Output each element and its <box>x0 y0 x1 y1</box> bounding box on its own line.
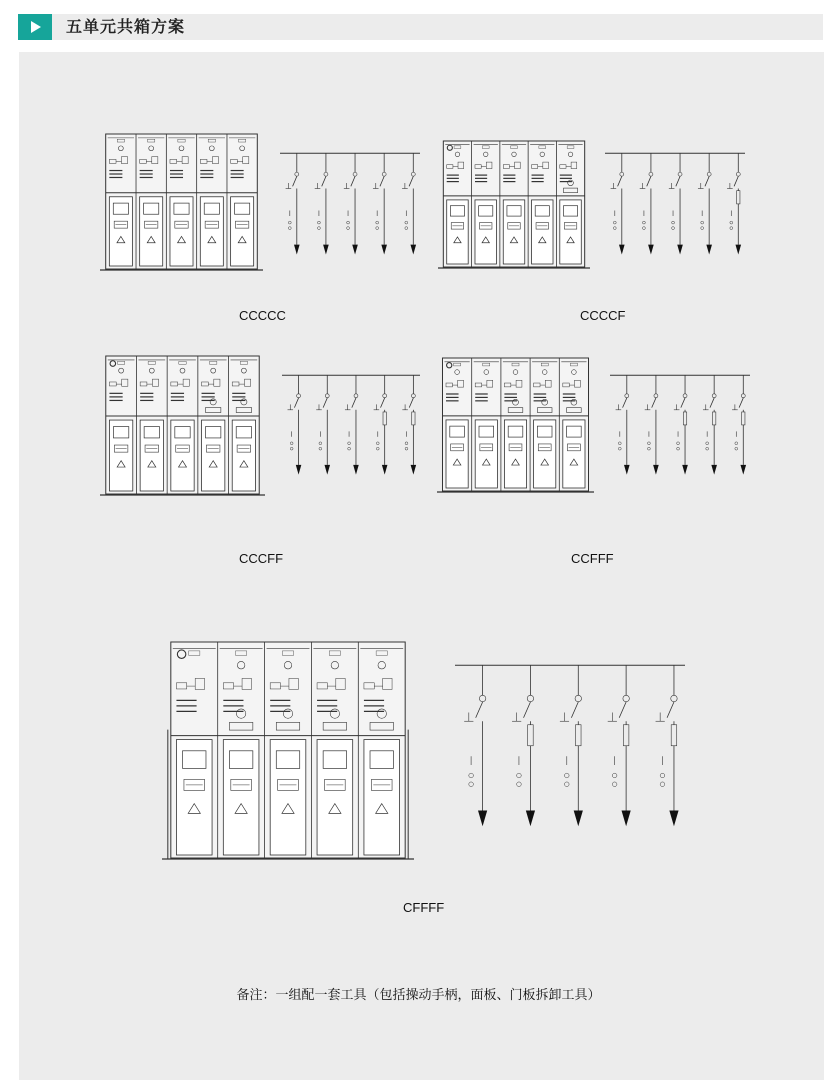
indicator-lamp-icon <box>517 782 522 787</box>
cabinet-elevation-ccfff <box>437 357 594 494</box>
indicator-lamp-icon <box>318 227 321 230</box>
indicator-lamp-icon <box>469 773 474 778</box>
fuse-symbol <box>412 412 415 425</box>
indicator-lamp-icon <box>730 227 733 230</box>
switch-blade <box>619 702 626 718</box>
disconnector-contact <box>295 172 299 176</box>
lower-door <box>270 740 306 855</box>
lower-door <box>176 740 212 855</box>
disconnector-contact <box>411 172 415 176</box>
switch-blade <box>352 398 356 408</box>
indicator-lamp-icon <box>319 447 322 450</box>
single-line-diagram-cccff <box>282 372 420 480</box>
lower-door <box>560 200 581 264</box>
lower-door <box>532 200 553 264</box>
disconnector-contact <box>382 172 386 176</box>
scheme-label: CFFFF <box>403 900 445 915</box>
scheme-label: CCCCC <box>239 308 286 323</box>
switch-blade <box>734 176 738 186</box>
fuse-symbol <box>671 725 677 746</box>
switch-blade <box>623 398 627 408</box>
disconnector-contact <box>411 394 415 398</box>
disconnector-contact <box>671 695 677 701</box>
switch-blade <box>647 176 651 186</box>
single-line-diagram-ccccc <box>280 150 420 260</box>
indicator-lamp-icon <box>405 442 408 445</box>
lower-door <box>317 740 353 855</box>
lower-door <box>475 200 496 264</box>
disconnector-contact <box>353 172 357 176</box>
switch-blade <box>409 176 413 186</box>
indicator-lamp-icon <box>612 782 617 787</box>
switch-blade <box>571 702 578 718</box>
lower-door <box>447 200 468 264</box>
cable-outgoing-arrow <box>706 245 712 255</box>
disconnector-contact <box>741 394 745 398</box>
switch-blade <box>409 398 413 408</box>
cabinet-elevation-cccc <box>100 133 263 272</box>
disconnector-contact <box>654 394 658 398</box>
indicator-lamp-icon <box>672 221 675 224</box>
single-line-diagram-ccccf <box>605 150 745 260</box>
disconnector-contact <box>527 695 533 701</box>
single-line-diagram-ccfff <box>610 372 750 480</box>
cable-outgoing-arrow <box>574 811 583 827</box>
switch-blade <box>323 398 327 408</box>
cable-outgoing-arrow <box>411 465 417 475</box>
cable-outgoing-arrow <box>653 465 659 475</box>
indicator-lamp-icon <box>701 221 704 224</box>
cabinet-elevation-cccff <box>100 355 265 497</box>
indicator-lamp-icon <box>677 447 680 450</box>
switch-blade <box>294 398 298 408</box>
indicator-lamp-icon <box>730 221 733 224</box>
cable-outgoing-arrow <box>323 245 329 255</box>
indicator-lamp-icon <box>672 227 675 230</box>
cable-outgoing-arrow <box>682 465 688 475</box>
switch-blade <box>293 176 297 186</box>
cable-outgoing-arrow <box>677 245 683 255</box>
single-line-diagram-cffff <box>455 660 685 835</box>
cabinet-elevation-ccccf <box>438 140 590 270</box>
lower-door <box>475 420 497 488</box>
fuse-symbol <box>576 725 582 746</box>
footnote: 备注：一组配一套工具（包括操动手柄，面板、门板拆卸工具） <box>236 988 601 1003</box>
cable-outgoing-arrow <box>624 465 630 475</box>
fuse-symbol <box>683 412 686 425</box>
fuse-symbol <box>528 725 534 746</box>
scheme-label: CCCCF <box>580 308 626 323</box>
cable-outgoing-arrow <box>353 465 359 475</box>
indicator-lamp-icon <box>348 447 351 450</box>
indicator-lamp-icon <box>376 442 379 445</box>
indicator-lamp-icon <box>405 227 408 230</box>
indicator-lamp-icon <box>564 782 569 787</box>
indicator-lamp-icon <box>347 221 350 224</box>
indicator-lamp-icon <box>319 442 322 445</box>
indicator-lamp-icon <box>517 773 522 778</box>
indicator-lamp-icon <box>618 442 621 445</box>
disconnector-contact <box>736 172 740 176</box>
indicator-lamp-icon <box>288 227 291 230</box>
indicator-lamp-icon <box>613 227 616 230</box>
lower-door <box>534 420 556 488</box>
cable-outgoing-arrow <box>622 811 631 827</box>
indicator-lamp-icon <box>613 221 616 224</box>
indicator-lamp-icon <box>290 442 293 445</box>
switch-blade <box>710 398 714 408</box>
lower-door <box>563 420 585 488</box>
switch-blade <box>380 176 384 186</box>
indicator-lamp-icon <box>618 447 621 450</box>
play-triangle-icon <box>18 14 52 40</box>
cable-outgoing-arrow <box>352 245 358 255</box>
cable-outgoing-arrow <box>325 465 331 475</box>
cable-outgoing-arrow <box>410 245 416 255</box>
fuse-symbol <box>712 412 715 425</box>
disconnector-contact <box>297 394 301 398</box>
disconnector-contact <box>649 172 653 176</box>
switch-blade <box>524 702 531 718</box>
lower-door <box>231 197 254 266</box>
disconnector-contact <box>575 695 581 701</box>
indicator-lamp-icon <box>677 442 680 445</box>
indicator-lamp-icon <box>564 773 569 778</box>
cabinet-elevation-cffff <box>162 641 414 861</box>
disconnector-contact <box>712 394 716 398</box>
lower-door <box>504 420 526 488</box>
lower-door <box>223 740 259 855</box>
disconnector-contact <box>354 394 358 398</box>
switch-blade <box>618 176 622 186</box>
lower-door <box>232 420 255 491</box>
switch-blade <box>681 398 685 408</box>
switch-blade <box>351 176 355 186</box>
switch-blade <box>739 398 743 408</box>
indicator-lamp-icon <box>648 447 651 450</box>
switch-blade <box>476 702 483 718</box>
fuse-symbol <box>742 412 745 425</box>
cable-outgoing-arrow <box>669 811 678 827</box>
disconnector-contact <box>683 394 687 398</box>
indicator-lamp-icon <box>643 227 646 230</box>
indicator-lamp-icon <box>643 221 646 224</box>
indicator-lamp-icon <box>701 227 704 230</box>
cable-outgoing-arrow <box>619 245 625 255</box>
switch-blade <box>705 176 709 186</box>
indicator-lamp-icon <box>318 221 321 224</box>
cable-outgoing-arrow <box>381 245 387 255</box>
indicator-lamp-icon <box>660 773 665 778</box>
fuse-symbol <box>737 191 740 204</box>
indicator-lamp-icon <box>290 447 293 450</box>
cable-outgoing-arrow <box>526 811 535 827</box>
cable-outgoing-arrow <box>648 245 654 255</box>
indicator-lamp-icon <box>376 447 379 450</box>
lower-door <box>170 197 193 266</box>
indicator-lamp-icon <box>405 221 408 224</box>
indicator-lamp-icon <box>405 447 408 450</box>
switch-blade <box>676 176 680 186</box>
cable-outgoing-arrow <box>711 465 717 475</box>
cable-outgoing-arrow <box>294 245 300 255</box>
disconnector-contact <box>383 394 387 398</box>
indicator-lamp-icon <box>735 447 738 450</box>
cable-outgoing-arrow <box>478 811 487 827</box>
lower-door <box>503 200 524 264</box>
lower-door <box>109 197 132 266</box>
lower-door <box>140 197 163 266</box>
indicator-lamp-icon <box>612 773 617 778</box>
indicator-lamp-icon <box>660 782 665 787</box>
switch-blade <box>667 702 674 718</box>
section-title: 五单元共箱方案 <box>66 17 186 36</box>
indicator-lamp-icon <box>648 442 651 445</box>
lower-door <box>140 420 163 491</box>
cable-outgoing-arrow <box>740 465 746 475</box>
lower-door <box>171 420 194 491</box>
indicator-lamp-icon <box>347 227 350 230</box>
disconnector-contact <box>678 172 682 176</box>
scheme-label: CCFFF <box>571 551 614 566</box>
indicator-lamp-icon <box>469 782 474 787</box>
indicator-lamp-icon <box>376 221 379 224</box>
disconnector-contact <box>325 394 329 398</box>
cable-outgoing-arrow <box>382 465 388 475</box>
lower-door <box>109 420 132 491</box>
indicator-lamp-icon <box>706 447 709 450</box>
lower-door <box>446 420 468 488</box>
scheme-label: CCCFF <box>239 551 284 566</box>
indicator-lamp-icon <box>706 442 709 445</box>
fuse-symbol <box>623 725 629 746</box>
lower-door <box>200 197 223 266</box>
disconnector-contact <box>479 695 485 701</box>
disconnector-contact <box>623 695 629 701</box>
indicator-lamp-icon <box>735 442 738 445</box>
disconnector-contact <box>625 394 629 398</box>
switch-blade <box>322 176 326 186</box>
indicator-lamp-icon <box>376 227 379 230</box>
cable-outgoing-arrow <box>735 245 741 255</box>
lower-door <box>202 420 225 491</box>
lower-door <box>364 740 400 855</box>
disconnector-contact <box>620 172 624 176</box>
switch-blade <box>381 398 385 408</box>
disconnector-contact <box>707 172 711 176</box>
fuse-symbol <box>383 412 386 425</box>
cable-outgoing-arrow <box>296 465 302 475</box>
switch-blade <box>652 398 656 408</box>
indicator-lamp-icon <box>288 221 291 224</box>
disconnector-contact <box>324 172 328 176</box>
indicator-lamp-icon <box>348 442 351 445</box>
